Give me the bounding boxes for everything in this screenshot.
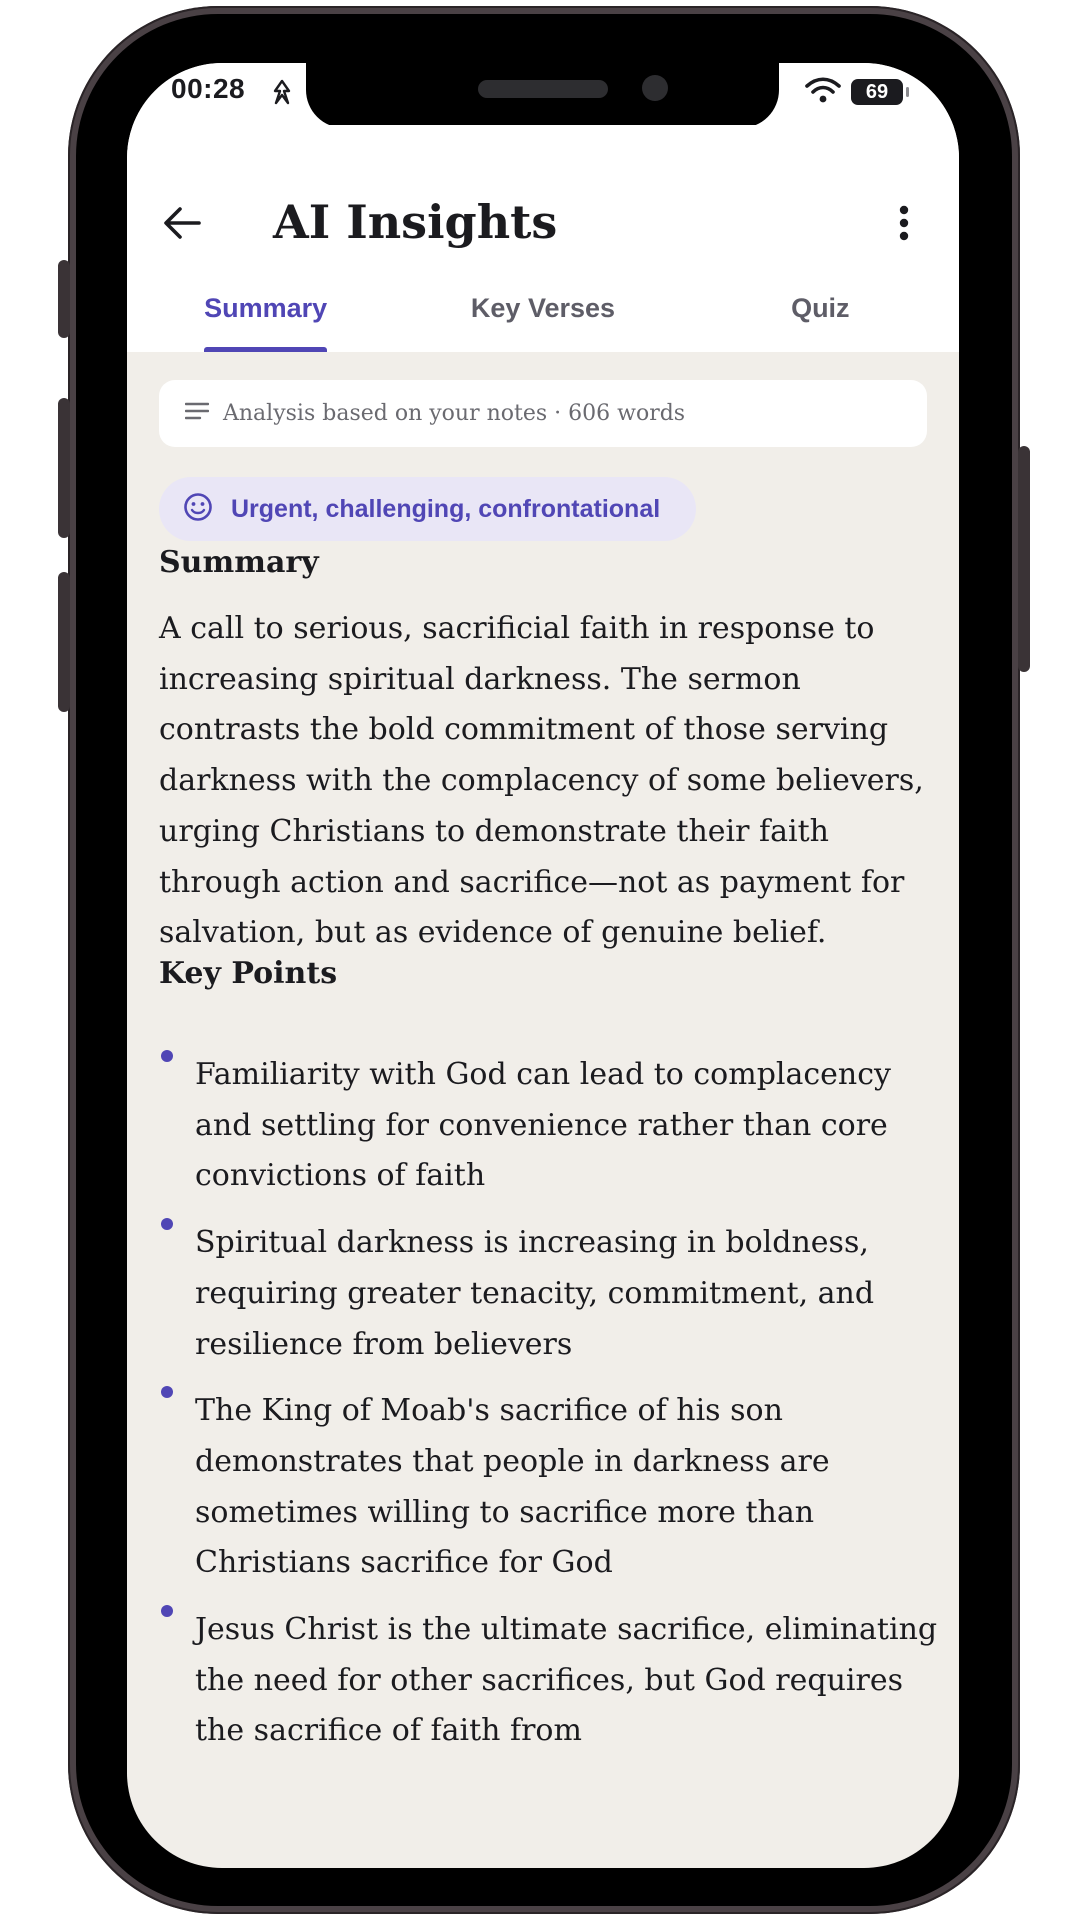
notes-info-card [159,380,927,447]
mute-switch [58,260,70,338]
tab-key-verses[interactable]: Key Verses [470,293,616,323]
notes-info-text: Analysis based on your notes · 606 words [223,401,686,426]
navigation-status-icon [271,79,293,105]
back-button[interactable] [157,200,207,250]
page-title: AI Insights [273,195,558,249]
tab-bar [127,273,959,352]
key-point-text: Familiarity with God can lead to complacency and settling for convenience rather than core convictions of faith [195,1057,892,1194]
volume-down-button [58,572,70,712]
summary-content [127,352,959,1868]
key-point-item [159,1050,947,1202]
key-point-item [159,1605,947,1757]
key-point-text: Spiritual darkness is increasing in boldness, requiring greater tenacity, commitment, and resilience from believers [195,1225,875,1362]
summary-paragraph: A call to serious, sacrificial faith in response to increasing spiritual darkness. The sermon contrasts the bold commitment of those serving darkness with the complacency of some believers, urging Christians to demonstrate their faith through action and sacrifice—not as payment for salvation, but as evidence of genuine belief. [159,611,924,951]
more-vertical-icon [898,205,910,246]
bullet-dot-icon [161,1050,173,1062]
status-icons [805,77,903,107]
tone-label: Urgent, challenging, confrontational [231,494,661,523]
key-point-text: Jesus Christ is the ultimate sacrifice, eliminating the need for other sacrifices, but God requires the sacrifice of faith from [195,1612,938,1749]
tab-quiz[interactable]: Quiz [791,293,850,323]
bullet-dot-icon [161,1605,173,1617]
screen [127,63,959,1868]
smiley-icon [183,492,213,527]
more-options-button[interactable] [879,200,929,250]
speaker-grille [478,80,608,98]
power-button [1018,446,1030,672]
tone-chip [159,477,696,541]
key-point-item [159,1386,947,1589]
battery-icon: 69 [851,79,903,105]
key-points-list [159,1050,947,1773]
notes-lines-icon [185,401,209,426]
front-camera [642,75,668,101]
app-bar [127,125,959,352]
arrow-back-icon [163,206,201,245]
bullet-dot-icon [161,1386,173,1398]
key-point-text: The King of Moab's sacrifice of his son demonstrates that people in darkness are sometimes willing to sacrifice more than Christians sacrifice for God [195,1393,830,1581]
status-bar [127,63,959,125]
camera-notch [306,63,779,128]
wifi-icon [805,77,841,108]
volume-up-button [58,398,70,538]
status-time: 00:28 [171,73,246,104]
key-point-item [159,1218,947,1370]
bullet-dot-icon [161,1218,173,1230]
summary-heading: Summary [159,545,319,580]
key-points-heading: Key Points [159,956,338,991]
tab-summary[interactable]: Summary [204,293,328,323]
